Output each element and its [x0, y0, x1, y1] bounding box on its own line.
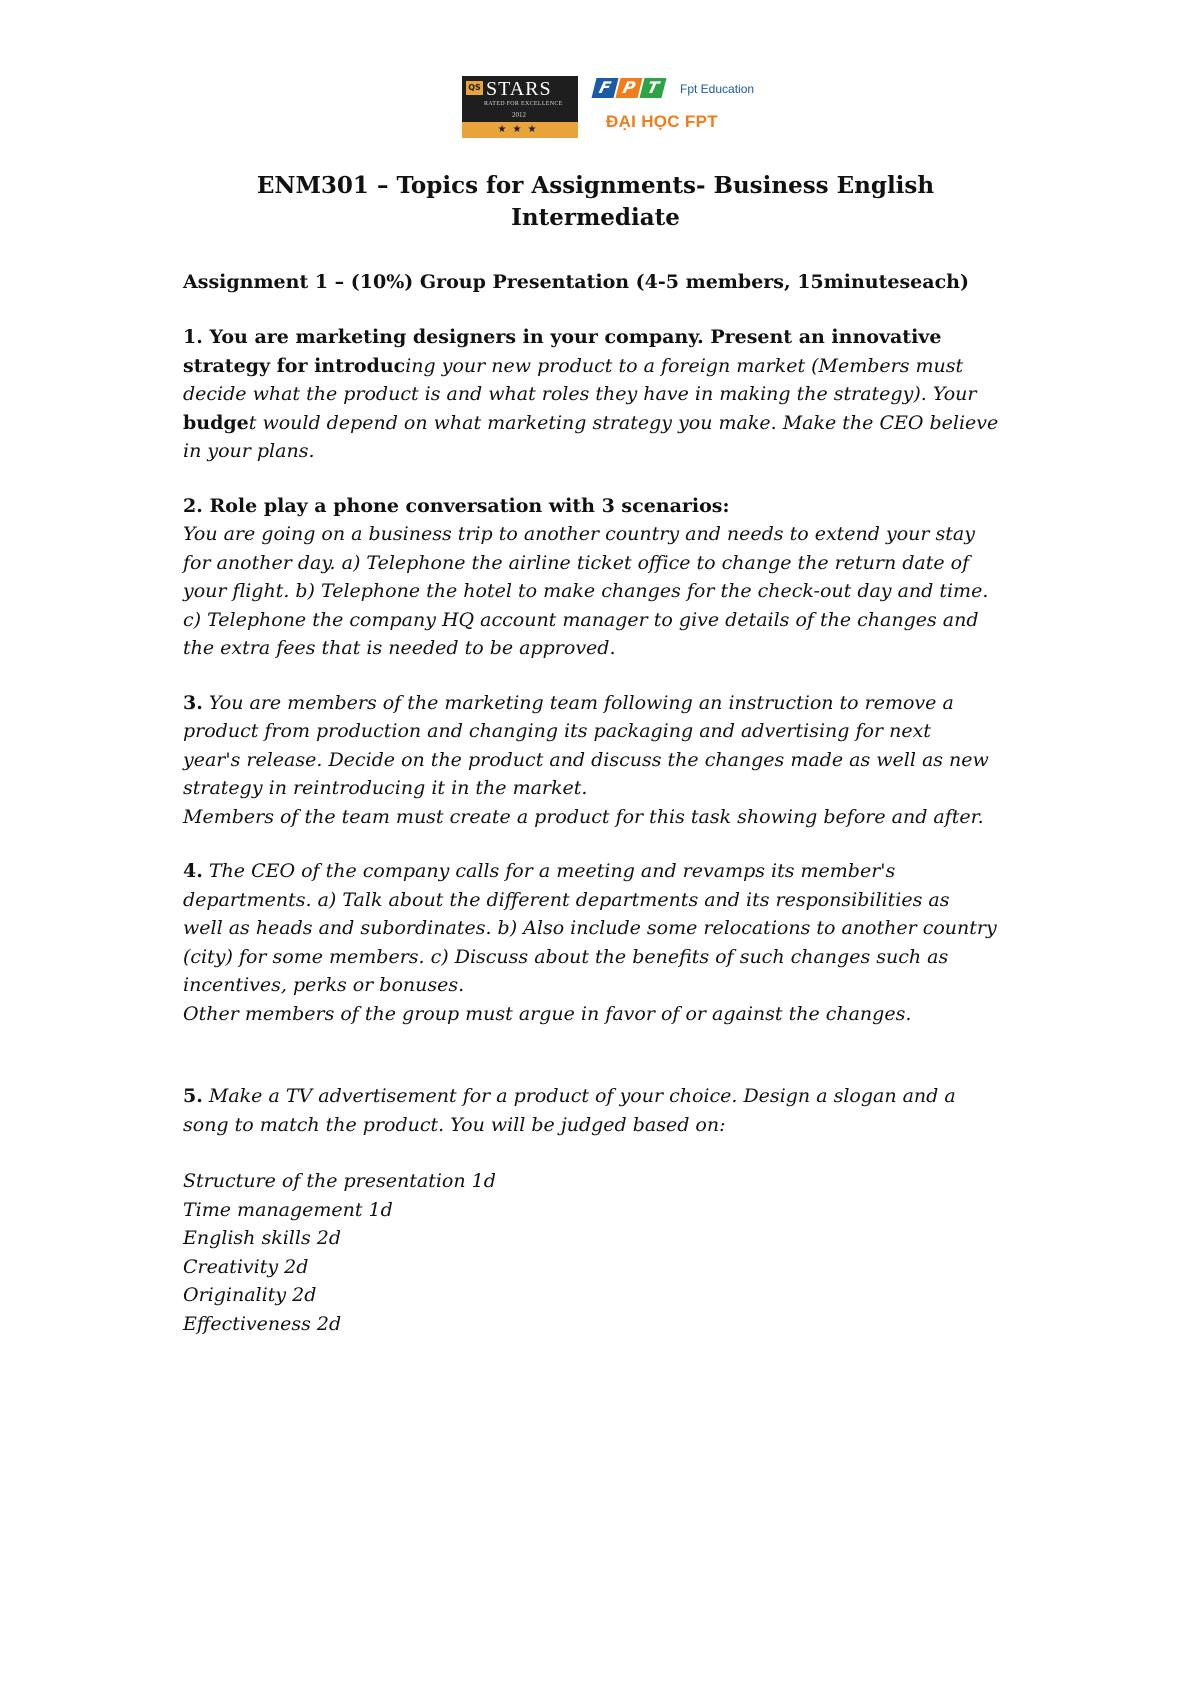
fpt-logo	[594, 74, 762, 140]
topic-1-line-5: in your plans.	[183, 440, 315, 462]
topic-2-line-5: the extra fees that is needed to be approved.	[183, 637, 616, 659]
topic-1-line-4-italic: t would depend on what marketing strategy you make. Make the CEO believe	[248, 411, 999, 434]
topic-3-number: 3.	[183, 691, 203, 714]
topic-1-line-4	[183, 409, 1043, 438]
topic-2-line-3: your flight. b) Telephone the hotel to make changes for the check-out day and time.	[183, 580, 989, 602]
topic-4-line-3: well as heads and subordinates. b) Also include some relocations to another country	[183, 917, 997, 939]
topic-3-line-3: year's release. Decide on the product and discuss the changes made as well as new	[183, 748, 989, 771]
topic-3	[183, 689, 1043, 832]
stars-year: 2012	[512, 111, 526, 119]
fpt-tile-p: P	[616, 78, 643, 98]
title-line-2: Intermediate	[511, 204, 680, 231]
title-line-1: ENM301 – Topics for Assignments- Business English	[256, 172, 935, 199]
topic-5-line-1-text: Make a TV advertisement for a product of your choice. Design a slogan and a	[202, 1085, 956, 1107]
document-body	[183, 170, 1043, 1338]
topic-4-line-1	[183, 857, 1043, 886]
fpt-university-label: ĐẠI HỌC FPT	[606, 112, 718, 131]
topic-2-line-1: You are going on a business trip to another country and needs to extend your stay	[183, 523, 975, 545]
topic-3-line-5: Members of the team must create a product for this task showing before and after.	[183, 805, 984, 828]
topic-5-line-1	[183, 1082, 1043, 1111]
topic-3-line-2: product from production and changing its packaging and advertising for next	[183, 720, 931, 742]
topic-1-line-2-italic: ing your new product to a foreign market (Members must	[405, 354, 964, 377]
topic-1-line-4-bold: budge	[183, 411, 249, 434]
topic-1-line-2-bold: strategy for introduc	[183, 354, 406, 377]
topic-2-line-4: c) Telephone the company HQ account manager to give details of the changes and	[183, 608, 979, 631]
header-logos	[462, 72, 762, 142]
qs-badge: QS	[466, 81, 483, 95]
page-title	[183, 170, 1008, 234]
topic-4-line-2: departments. a) Talk about the different departments and its responsibilities as	[183, 888, 950, 911]
topic-4-line-1-text: The CEO of the company calls for a meeting and revamps its member's	[202, 860, 896, 882]
topic-5	[183, 1082, 1043, 1139]
criteria-item: Creativity 2d	[183, 1255, 309, 1278]
fpt-tiles	[594, 78, 664, 100]
fpt-education-label: Fpt Education	[680, 82, 755, 96]
stars-subtitle: RATED FOR EXCELLENCE	[484, 101, 563, 107]
topic-4-number: 4.	[183, 860, 203, 882]
grading-criteria-list	[183, 1167, 1043, 1338]
topic-4	[183, 857, 1043, 1028]
topic-2-line-2: for another day. a) Telephone the airline ticket office to change the return date of	[183, 551, 970, 574]
topic-4-line-6: Other members of the group must argue in favor of or against the changes.	[183, 1002, 912, 1025]
topic-2-heading: 2. Role play a phone conversation with 3 scenarios:	[183, 494, 730, 517]
topic-1-line-2	[183, 352, 1043, 381]
topic-1-line-3: decide what the product is and what roles they have in making the strategy). Your	[183, 383, 977, 405]
qs-stars-logo	[462, 76, 578, 138]
topic-5-number: 5.	[183, 1085, 203, 1107]
criteria-item: Structure of the presentation 1d	[183, 1170, 496, 1192]
topic-1-line-1: 1. You are marketing designers in your company. Present an innovative	[183, 326, 942, 348]
topic-3-line-1	[183, 689, 1043, 718]
criteria-item: Originality 2d	[183, 1284, 317, 1306]
star-rating-icon: ★★★	[462, 122, 578, 138]
fpt-tile-t: T	[640, 78, 667, 98]
criteria-item: Effectiveness 2d	[183, 1312, 342, 1335]
assignment-heading: Assignment 1 – (10%) Group Presentation (4-5 members, 15minuteseach)	[183, 271, 969, 293]
topic-1	[183, 323, 1043, 466]
topic-3-line-4: strategy in reintroducing it in the market.	[183, 777, 588, 799]
stars-wordmark: STARS	[486, 78, 552, 100]
topic-2	[183, 492, 1043, 663]
topic-5-line-2: song to match the product. You will be judged based on:	[183, 1113, 726, 1136]
topic-4-line-5: incentives, perks or bonuses.	[183, 974, 465, 996]
topic-3-line-1-text: You are members of the marketing team following an instruction to remove a	[202, 691, 954, 714]
criteria-item: Time management 1d	[183, 1198, 393, 1221]
fpt-tile-f: F	[592, 78, 619, 98]
criteria-item: English skills 2d	[183, 1227, 341, 1249]
topic-4-line-4: (city) for some members. c) Discuss about the benefits of such changes such as	[183, 945, 949, 968]
